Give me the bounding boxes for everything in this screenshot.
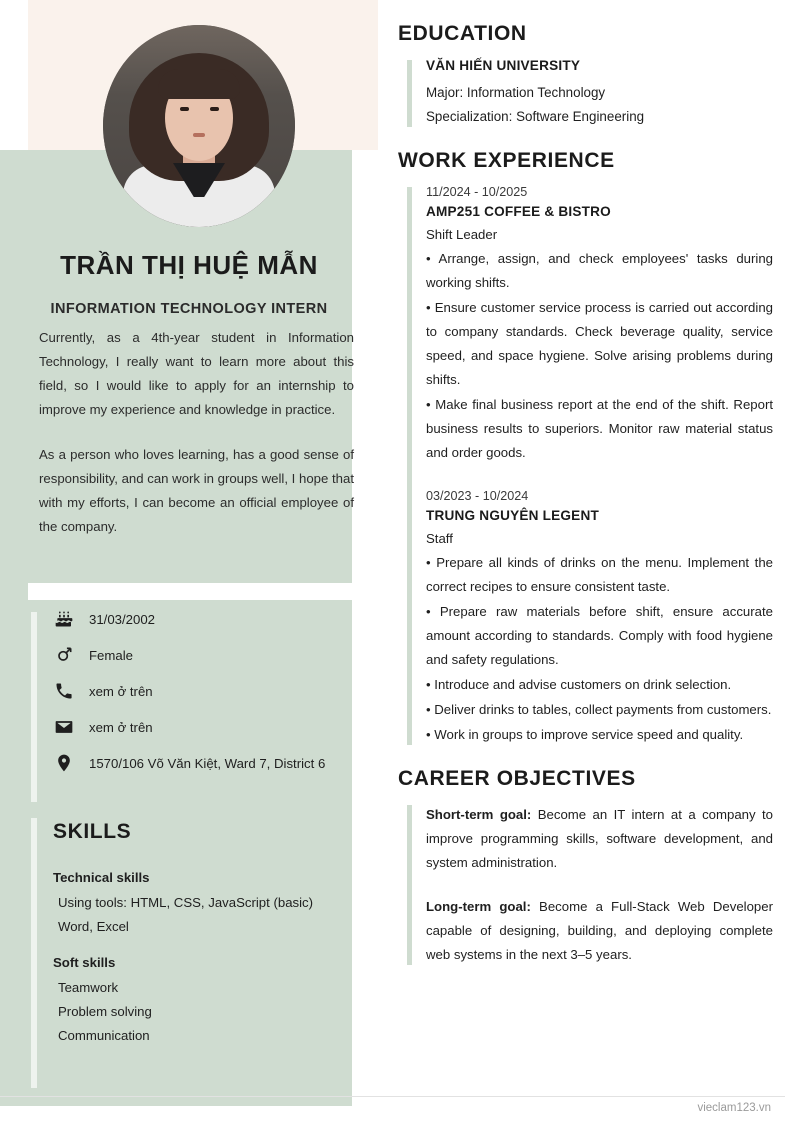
short-term-goal-label: Short-term goal: [426, 807, 532, 822]
skills-section-title: SKILLS [53, 820, 132, 843]
job-bullet: • Work in groups to improve service speed and quality. [426, 727, 744, 742]
job-role: Staff [426, 531, 453, 546]
job-bullet: • Prepare all kinds of drinks on the menu. Implement the correct recipes to ensure consistent taste. [426, 555, 773, 594]
short-term-goal [426, 803, 773, 875]
skills-accent-bar [31, 818, 37, 1088]
skill-item: Communication [58, 1028, 150, 1043]
education-major: Major: Information Technology [426, 85, 606, 100]
skill-item: Word, Excel [58, 919, 129, 934]
job-title: INFORMATION TECHNOLOGY INTERN [50, 301, 328, 317]
phone-icon [53, 680, 75, 702]
location-pin-icon [53, 752, 75, 774]
job-bullet: • Introduce and advise customers on drink selection. [426, 677, 732, 692]
career-objectives-section-title: CAREER OBJECTIVES [398, 767, 636, 790]
job-company: TRUNG NGUYÊN LEGENT [426, 508, 599, 523]
education-section-title: EDUCATION [398, 22, 527, 45]
skill-item: Teamwork [58, 980, 119, 995]
skill-group-title: Technical skills [53, 870, 150, 885]
skill-group-soft [53, 951, 343, 1048]
education-specialization: Specialization: Software Engineering [426, 109, 645, 124]
job-date: 11/2024 - 10/2025 [426, 185, 528, 199]
footer-divider [0, 1096, 785, 1097]
job-role: Shift Leader [426, 227, 498, 242]
long-term-goal-label: Long-term goal: [426, 899, 531, 914]
long-term-goal [426, 895, 773, 967]
list-item-label: 1570/106 Võ Văn Kiệt, Ward 7, District 6 [89, 756, 326, 771]
avatar [103, 25, 295, 227]
education-section [398, 22, 773, 129]
avatar-eye-right [210, 107, 219, 111]
list-item [31, 716, 351, 738]
watermark: vieclam123.vn [697, 1102, 771, 1114]
job-bullet: • Deliver drinks to tables, collect payments from customers. [426, 702, 772, 717]
job-bullet: • Make final business report at the end of the shift. Report business results to superiors. Monitor raw material status and order goods. [426, 397, 773, 460]
list-item-label: xem ở trên [89, 720, 153, 735]
list-item [31, 680, 351, 702]
career-objectives-body [398, 803, 773, 967]
long-term-goal-text: Become a Full-Stack Web Developer capable of designing, building, and deploying complete web systems in the next 3–5 years. [426, 899, 773, 962]
birthday-cake-icon [53, 608, 75, 630]
list-item-label: xem ở trên [89, 684, 153, 699]
list-item-label: Female [89, 648, 133, 663]
skill-item: Using tools: HTML, CSS, JavaScript (basic) [58, 895, 314, 910]
list-item [31, 644, 351, 666]
left-sidebar [0, 0, 378, 1123]
skill-item: Problem solving [58, 1004, 152, 1019]
avatar-fringe [158, 69, 240, 99]
job-date: 03/2023 - 10/2024 [426, 489, 529, 503]
work-experience-section-title: WORK EXPERIENCE [398, 149, 615, 172]
job-bullet: • Prepare raw materials before shift, ensure accurate amount according to standards. Comply with food hygiene and safety regulations. [426, 604, 773, 667]
education-school: VĂN HIẾN UNIVERSITY [426, 58, 581, 73]
profile-summary [39, 326, 354, 539]
sidebar-divider [28, 583, 378, 600]
job-bullet: • Ensure customer service process is carried out according to company standards. Check beverage quality, service speed, and space hygiene. Solve arising problems during shifts. [426, 300, 773, 387]
contact-list [31, 608, 351, 788]
page-title: TRẦN THỊ HUỆ MẪN [60, 250, 318, 280]
skills-list [53, 866, 343, 1060]
education-body [398, 58, 773, 129]
gender-icon [53, 644, 75, 666]
avatar-mouth [193, 133, 205, 137]
job-entry [426, 185, 773, 465]
email-icon [53, 716, 75, 738]
summary-paragraph-2: As a person who loves learning, has a good sense of responsibility, and can work in groups well, I hope that with my efforts, I can become an official employee of the company. [39, 447, 354, 534]
short-term-goal-text: Become an IT intern at a company to improve programming skills, software development, and system administration. [426, 807, 773, 870]
skill-group-technical [53, 866, 343, 939]
job-entry [426, 489, 773, 747]
work-experience-body [398, 185, 773, 747]
list-item [31, 608, 351, 630]
list-item-label: 31/03/2002 [89, 612, 156, 627]
skill-group-title: Soft skills [53, 955, 116, 970]
work-experience-section [398, 149, 773, 747]
avatar-eye-left [180, 107, 189, 111]
summary-paragraph-1: Currently, as a 4th-year student in Information Technology, I really want to learn more about this field, so I would like to apply for an internship to improve my experience and knowledge in practice. [39, 330, 354, 417]
job-company: AMP251 COFFEE & BISTRO [426, 204, 611, 219]
career-objectives-section [398, 767, 773, 967]
list-item [31, 752, 351, 774]
job-bullet: • Arrange, assign, and check employees' tasks during working shifts. [426, 251, 773, 290]
main-content [398, 0, 773, 967]
